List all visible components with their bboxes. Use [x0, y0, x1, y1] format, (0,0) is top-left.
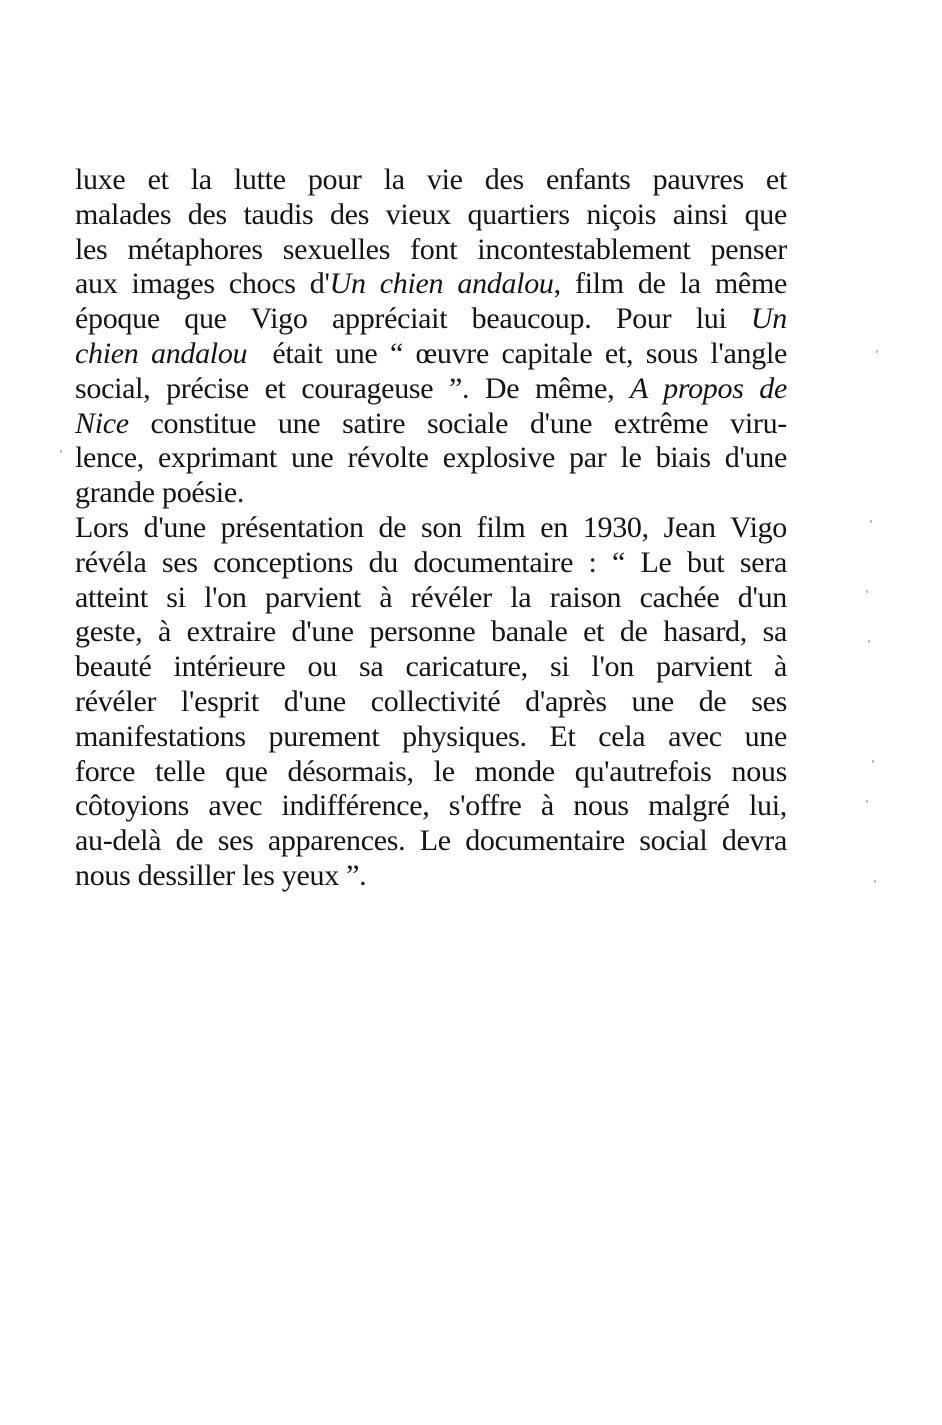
text-run: atteint si l'on parvient à révéler la raison cachée d'un [75, 580, 787, 614]
text-line [75, 337, 787, 372]
text-run: aux images chocs d' [75, 267, 330, 301]
body-text [75, 163, 787, 894]
text-run: époque que Vigo appréciait beaucoup. Pour lui [75, 302, 751, 336]
scan-speck [876, 350, 878, 353]
text-line [75, 476, 787, 511]
text-run: geste, à extraire d'une personne banale et de hasard, sa [75, 615, 787, 649]
text-line [75, 615, 787, 650]
text-run: social, précise et courageuse ”. De même, [75, 371, 630, 405]
text-line [75, 267, 787, 302]
text-line [75, 511, 787, 546]
text-run: révéler l'esprit d'une collectivité d'après une de ses [75, 684, 787, 718]
text-line [75, 789, 787, 824]
scan-speck [868, 640, 870, 643]
text-line [75, 372, 787, 407]
scan-speck [60, 450, 62, 453]
text-run: constitue une satire sociale d'une extrême viru- [128, 406, 787, 440]
text-line [75, 546, 787, 581]
text-line [75, 302, 787, 337]
text-run: nous dessiller les yeux ”. [75, 858, 367, 892]
text-run: côtoyions avec indifférence, s'offre à nous malgré lui, [75, 789, 787, 823]
text-run: , film de la même [553, 267, 787, 301]
text-line [75, 685, 787, 720]
text-line [75, 824, 787, 859]
text-line [75, 581, 787, 616]
text-run: force telle que désormais, le monde qu'autrefois nous [75, 754, 787, 788]
text-line [75, 720, 787, 755]
scan-speck [870, 520, 872, 523]
scan-speck [874, 880, 876, 883]
paragraph-1 [75, 163, 787, 511]
scan-speck [866, 590, 868, 593]
text-line [75, 233, 787, 268]
text-run: manifestations purement physiques. Et cela avec une [75, 719, 787, 753]
text-line [75, 198, 787, 233]
text-run: malades des taudis des vieux quartiers niçois ainsi que [75, 197, 787, 231]
text-line [75, 755, 787, 790]
film-title-italic: Nice [75, 406, 129, 440]
text-line [75, 859, 787, 894]
text-run: beauté intérieure ou sa caricature, si l'on parvient à [75, 650, 787, 684]
text-line [75, 407, 787, 442]
text-run: était une “ œuvre capitale et, sous l'angle [247, 336, 787, 370]
text-line [75, 441, 787, 476]
film-title-italic: Un [750, 302, 787, 336]
text-line [75, 650, 787, 685]
scan-speck [872, 760, 874, 763]
text-run: lence, exprimant une révolte explosive par le biais d'une [75, 441, 787, 475]
film-title-italic: A propos de [629, 371, 787, 405]
paragraph-2 [75, 511, 787, 894]
text-run: luxe et la lutte pour la vie des enfants pauvres et [75, 163, 787, 196]
text-run: révéla ses conceptions du documentaire : “ Le but sera [75, 545, 787, 579]
text-run: grande poésie. [75, 476, 245, 510]
text-run: les métaphores sexuelles font incontestablement penser [75, 232, 787, 266]
scan-speck [866, 800, 868, 803]
text-line [75, 163, 787, 198]
film-title-italic: chien andalou [75, 336, 248, 370]
film-title-italic: Un chien andalou [329, 267, 554, 301]
text-run: Lors d'une présentation de son film en 1930, Jean Vigo [75, 510, 787, 544]
text-run: au-delà de ses apparences. Le documentaire social devra [75, 824, 787, 858]
